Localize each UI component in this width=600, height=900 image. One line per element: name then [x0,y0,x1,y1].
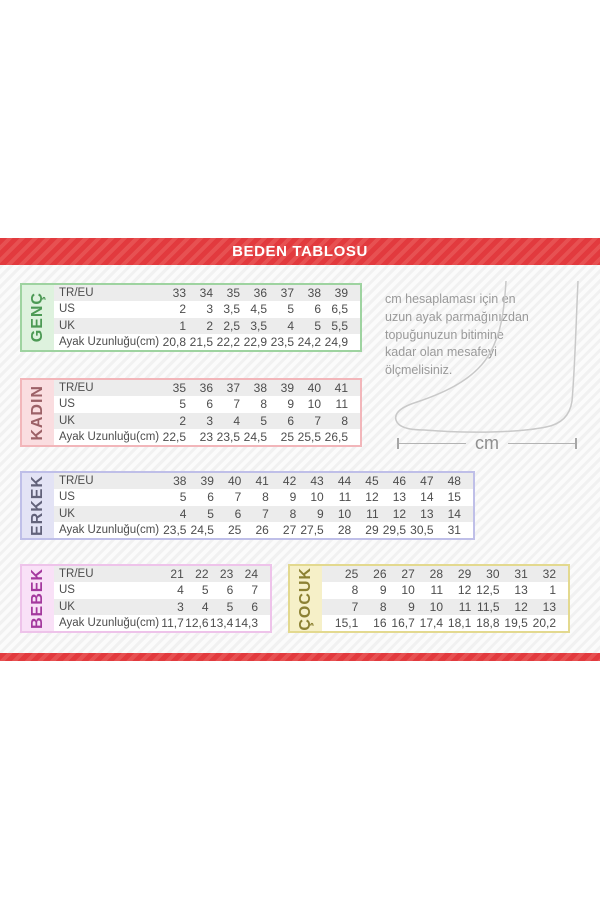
size-value: 21,5 [189,334,213,349]
size-value: 22,5 [162,429,186,444]
size-value: 5 [179,490,187,505]
size-value: 20,8 [162,334,186,349]
size-value: 5 [207,506,214,521]
size-value: 7 [233,397,240,412]
size-value: 10 [429,599,443,614]
size-value: 19,5 [504,615,528,630]
size-value: 23,5 [163,522,187,537]
size-value: 20,2 [532,615,556,630]
size-table-cocuk [288,564,570,633]
size-table-bebek [20,564,272,633]
size-value: 24 [244,567,258,582]
table-rows-genc [54,285,360,350]
size-value: 11,5 [477,599,500,614]
cm-measure-line [397,433,577,453]
size-value: 24,9 [324,334,348,349]
size-value: 31 [514,567,528,582]
size-value: 18,8 [476,615,500,630]
table-rows-bebek [54,566,270,631]
size-value: 10 [307,397,321,412]
size-value: 15 [447,490,461,505]
size-value: 30 [486,567,500,582]
size-value: 39 [280,381,294,396]
size-value: 10 [401,583,415,598]
size-value: 38 [307,286,321,301]
size-value: 2,5 [223,318,240,333]
size-value: 28 [337,522,352,537]
size-value: 4 [177,583,184,598]
table-row [54,599,270,615]
size-value: 25 [344,567,359,582]
size-value: 2 [206,318,213,333]
size-value: 9 [289,490,297,505]
size-value: 7 [351,599,359,614]
table-rows-erkek [54,473,473,538]
foot-outline [396,281,578,432]
size-value: 29,5 [382,522,407,537]
size-value: 11 [430,583,443,598]
table-row [54,285,360,301]
size-value: 12,5 [476,583,500,598]
size-value: 11 [338,490,352,505]
row-label: TR/EU [59,568,94,581]
size-value: 8 [289,506,297,521]
size-value: 43 [310,474,324,489]
row-label: US [59,491,75,504]
row-label: UK [59,319,75,332]
row-label: Ayak Uzunluğu(cm) [59,523,159,536]
size-value: 39 [200,474,214,489]
size-value: 35 [226,286,240,301]
table-rows-kadin [54,380,360,445]
size-value: 4 [201,599,209,614]
size-value: 38 [253,381,267,396]
size-value: 5,5 [331,318,348,333]
size-value: 23,5 [216,429,240,444]
size-value: 41 [255,474,269,489]
size-value: 5 [201,583,209,598]
bottom-red-divider [0,653,600,661]
table-row [322,599,568,615]
size-value: 16,7 [391,615,415,630]
table-row [54,506,473,522]
size-value: 22,9 [243,334,267,349]
size-value: 29 [365,522,379,537]
size-value: 11,7 [161,615,184,630]
size-value: 3,5 [223,302,240,317]
size-value: 27,5 [300,522,324,537]
size-value: 7 [314,413,321,428]
size-value: 12 [365,490,379,505]
size-value: 6 [251,599,258,614]
row-label: UK [59,507,75,520]
size-value: 32 [542,567,556,582]
table-row [54,301,360,317]
row-label: UK [59,414,75,427]
table-row [54,334,360,350]
row-label: UK [59,600,75,613]
size-value: 5 [287,302,294,317]
size-value: 40 [228,474,242,489]
size-value: 34 [199,286,213,301]
table-row [54,396,360,412]
size-value: 21 [170,567,184,582]
size-value: 3 [206,302,213,317]
size-value: 6 [226,583,234,598]
size-value: 6 [207,490,214,505]
size-value: 8 [351,583,359,598]
table-row [54,429,360,445]
measure-line-left [399,443,466,444]
table-label-text: ÇOCUK [297,566,314,631]
size-table-genc [20,283,362,352]
size-value: 48 [447,474,461,489]
size-value: 5 [260,413,267,428]
size-value: 13 [542,599,556,614]
table-row [54,582,270,598]
size-value: 12 [457,583,472,598]
size-value: 27 [401,567,415,582]
table-side-label-bebek [22,566,54,631]
size-value: 1 [179,318,186,333]
size-table-erkek [20,471,475,540]
size-value: 4 [179,506,187,521]
size-value: 47 [420,474,434,489]
size-value: 25,5 [297,429,321,444]
size-value: 44 [337,474,352,489]
size-value: 9 [317,506,324,521]
size-value: 40 [307,381,321,396]
size-value: 16 [373,615,387,630]
size-value: 24,5 [243,429,267,444]
size-value: 45 [365,474,379,489]
size-value: 8 [341,413,348,428]
size-value: 2 [179,302,186,317]
size-value: 11 [335,397,348,412]
size-value: 14 [447,506,461,521]
measurement-note: cm hesaplaması için en uzun ayak parmağınızdan topuğunuzun bitimine kadar olan mesafeyi ölçmelisiniz. [385,292,529,377]
table-side-label-erkek [22,473,54,538]
size-value: 35 [172,381,186,396]
size-value: 4 [287,318,294,333]
size-value: 7 [262,506,269,521]
table-row [54,413,360,429]
page-title: BEDEN TABLOSU [232,243,368,260]
size-value: 42 [282,474,297,489]
size-value: 5 [314,318,321,333]
measure-line-right [508,443,575,444]
size-value: 24,2 [297,334,321,349]
size-value: 12 [514,599,528,614]
size-table-kadin [20,378,362,447]
row-label: Ayak Uzunluğu(cm) [59,430,159,443]
size-value: 9 [287,397,294,412]
table-row [54,566,270,582]
row-label: US [59,398,75,411]
size-value: 6 [234,506,242,521]
size-value: 9 [379,583,387,598]
measure-label: cm [475,433,499,453]
table-row [54,615,270,631]
size-value: 23,5 [270,334,294,349]
size-value: 46 [392,474,407,489]
table-row [54,380,360,396]
size-value: 38 [173,474,187,489]
size-value: 15,1 [334,615,359,630]
size-value: 18,1 [447,615,472,630]
size-value: 26 [373,567,387,582]
size-value: 36 [199,381,213,396]
size-value: 30,5 [410,522,434,537]
size-value: 9 [408,599,415,614]
size-value: 14,3 [234,615,258,630]
row-label: US [59,584,75,597]
size-value: 37 [226,381,240,396]
table-side-label-genc [22,285,54,350]
size-value: 12 [392,506,407,521]
size-value: 8 [260,397,267,412]
size-value: 5 [226,599,234,614]
size-value: 25 [228,522,242,537]
size-value: 12,6 [185,615,209,630]
size-value: 14 [420,490,434,505]
measure-tick-right [575,438,577,449]
size-value: 10 [310,490,324,505]
size-value: 3,5 [250,318,267,333]
size-value: 33 [172,286,186,301]
size-value: 13 [392,490,407,505]
size-value: 2 [179,413,186,428]
size-value: 29 [457,567,472,582]
table-rows-cocuk [322,566,568,631]
table-row [54,522,473,538]
size-value: 13 [420,506,434,521]
table-label-text: ERKEK [29,474,46,536]
size-value: 4 [233,413,240,428]
table-row [54,489,473,505]
size-value: 7 [234,490,242,505]
size-value: 6 [206,397,213,412]
size-value: 17,4 [419,615,443,630]
foot-illustration [390,279,587,439]
size-value: 23 [199,429,213,444]
size-value: 25 [280,429,294,444]
size-value: 28 [429,567,443,582]
size-value: 1 [549,583,556,598]
size-value: 22 [195,567,209,582]
size-value: 41 [334,381,348,396]
table-row [322,566,568,582]
table-side-label-kadin [22,380,54,445]
size-value: 26,5 [324,429,348,444]
size-value: 13 [514,583,528,598]
table-row [322,582,568,598]
size-value: 11 [366,506,379,521]
size-value: 6,5 [331,302,348,317]
row-label: Ayak Uzunluğu(cm) [59,616,159,629]
size-value: 6 [314,302,321,317]
size-value: 37 [280,286,294,301]
table-side-label-cocuk [290,566,322,631]
size-value: 3 [206,413,213,428]
size-value: 4,5 [250,302,267,317]
table-row [54,318,360,334]
size-value: 27 [282,522,297,537]
table-label-text: GENÇ [29,292,46,343]
row-label: Ayak Uzunluğu(cm) [59,335,159,348]
size-value: 31 [447,522,461,537]
size-value: 13,4 [209,615,234,630]
size-value: 36 [253,286,267,301]
size-value: 24,5 [190,522,214,537]
size-value: 26 [255,522,269,537]
size-value: 5 [179,397,186,412]
size-value: 8 [379,599,387,614]
size-value: 7 [251,583,258,598]
table-row [54,473,473,489]
table-row [322,615,568,631]
size-value: 39 [334,286,348,301]
row-label: TR/EU [59,287,94,300]
row-label: US [59,303,75,316]
size-value: 22,2 [216,334,240,349]
header-banner [0,238,600,265]
table-label-text: KADIN [29,384,46,441]
size-value: 10 [337,506,352,521]
row-label: TR/EU [59,475,94,488]
size-value: 23 [219,567,234,582]
row-label: TR/EU [59,382,94,395]
table-label-text: BEBEK [29,567,46,629]
size-value: 6 [287,413,294,428]
size-value: 3 [177,599,184,614]
size-value: 8 [262,490,269,505]
size-value: 11 [458,599,472,614]
